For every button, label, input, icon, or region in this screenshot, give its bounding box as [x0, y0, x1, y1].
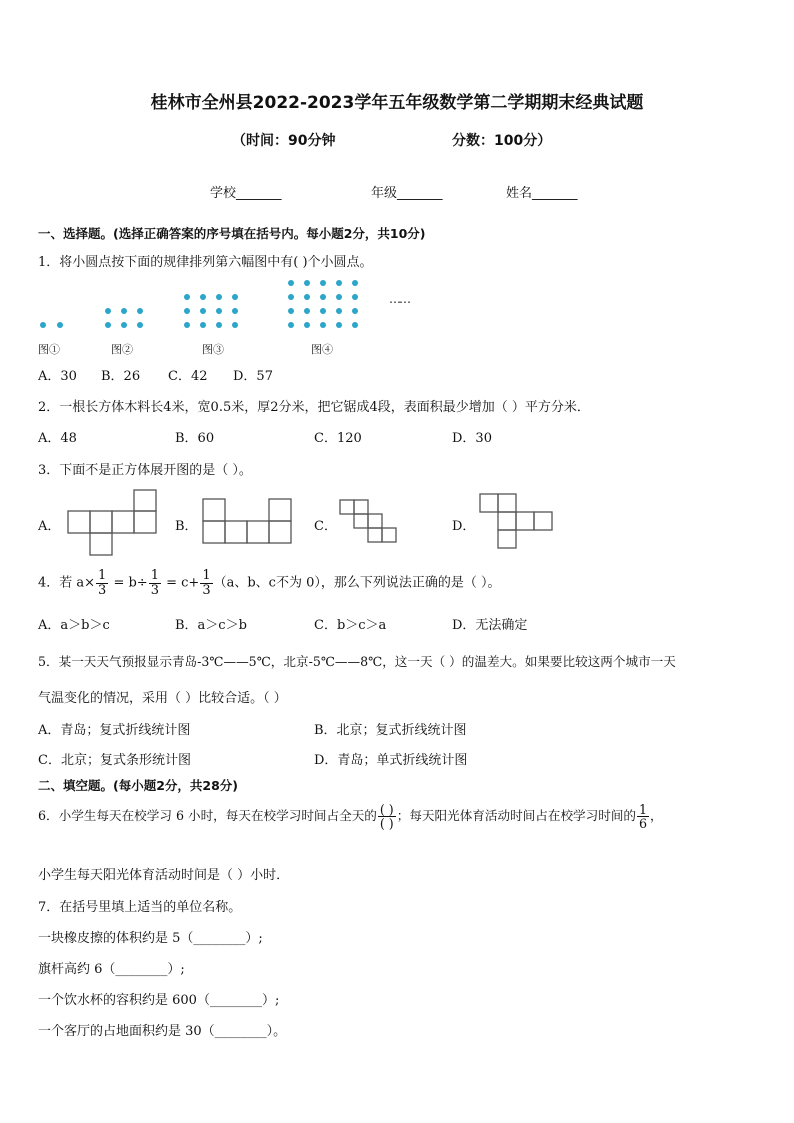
q3-text: 3．下面不是正方体展开图的是（ ）。 — [38, 463, 252, 478]
dot — [40, 322, 46, 328]
q4-frac2-num: 1 — [150, 568, 159, 583]
exam-score: 分数：100分） — [452, 133, 552, 149]
q5-option-a: A．青岛；复式折线统计图 — [38, 723, 191, 738]
dot — [336, 308, 342, 314]
dot — [200, 294, 206, 300]
q4-mid2: = c+ — [161, 575, 200, 591]
section1-heading: 一、选择题。(选择正确答案的序号填在括号内。每小题2分，共10分) — [38, 226, 426, 241]
net-b-figure — [202, 498, 294, 546]
dot — [184, 294, 190, 300]
dot — [232, 308, 238, 314]
q2-option-d: D．30 — [452, 431, 492, 446]
q3-option-b: B． — [175, 519, 198, 534]
dot — [336, 280, 342, 286]
q7-line-2: 旗杆高约 6（________）; — [38, 962, 185, 977]
q4-option-a: A．a＞b＞c — [38, 618, 110, 633]
dot — [320, 294, 326, 300]
dot — [336, 294, 342, 300]
dot — [352, 280, 358, 286]
dot — [336, 322, 342, 328]
dot — [304, 294, 310, 300]
q4-frac1-num: 1 — [98, 568, 107, 583]
dot — [121, 308, 127, 314]
q4-option-c: C．b＞c＞a — [314, 618, 387, 633]
q6-blank-fraction — [378, 803, 396, 830]
q1-text: 1．将小圆点按下面的规律排列第六幅图中有( )个小圆点。 — [38, 255, 373, 270]
q6-line1 — [38, 803, 663, 830]
dot — [320, 308, 326, 314]
q5-option-d: D．青岛；单式折线统计图 — [314, 753, 468, 768]
net-a-figure — [67, 489, 159, 557]
q2-text: 2．一根长方体木料长4米，宽0.5米，厚2分米，把它锯成4段，表面积最少增加（ ）平方分米． — [38, 400, 590, 415]
dot — [304, 308, 310, 314]
dot — [137, 308, 143, 314]
dot — [105, 308, 111, 314]
q1-option-c: C．42 — [168, 369, 208, 384]
dot — [184, 322, 190, 328]
dot — [232, 322, 238, 328]
dot — [288, 308, 294, 314]
q4-mid1: = b÷ — [109, 575, 148, 591]
grade-field: 年级_______ — [371, 186, 443, 201]
q7-line-3: 一个饮水杯的容积约是 600（________）; — [38, 993, 280, 1008]
name-field: 姓名_______ — [506, 186, 578, 201]
dot — [352, 308, 358, 314]
q6-blank-num: ( ) — [379, 802, 394, 817]
dot — [288, 294, 294, 300]
dot — [352, 294, 358, 300]
net-d-figure — [479, 493, 553, 551]
net-c-figure — [339, 499, 399, 545]
q6-part1: 6．小学生每天在校学习 6 小时，每天在校学习时间占全天的 — [38, 808, 377, 824]
dot — [216, 322, 222, 328]
q7-line-4: 一个客厅的占地面积约是 30（________）。 — [38, 1024, 287, 1039]
q7-line-1: 一块橡皮擦的体积约是 5（________）; — [38, 931, 263, 946]
q3-option-c: C． — [314, 519, 337, 534]
q5-option-c: C．北京；复式条形统计图 — [38, 753, 191, 768]
dot — [320, 322, 326, 328]
dot — [288, 322, 294, 328]
q6-line2: 小学生每天阳光体育活动时间是（ ）小时． — [38, 868, 290, 883]
q2-option-b: B．60 — [175, 431, 215, 446]
dot — [200, 308, 206, 314]
q1-caption-4: 图④ — [311, 343, 333, 356]
q4-prefix: 4．若 a× — [38, 575, 96, 591]
q4-equation — [38, 569, 501, 597]
q2-option-a: A．48 — [38, 431, 77, 446]
dot — [304, 322, 310, 328]
q3-option-d: D． — [452, 519, 476, 534]
dot — [105, 322, 111, 328]
school-field: 学校_______ — [210, 186, 282, 201]
dot — [216, 294, 222, 300]
q4-frac3-num: 1 — [202, 568, 211, 583]
q6-part3: ， — [650, 808, 663, 824]
q6-part2: ；每天阳光体育活动时间占在校学习时间的 — [396, 808, 637, 824]
q2-option-c: C．120 — [314, 431, 362, 446]
dot — [200, 322, 206, 328]
q5-line2: 气温变化的情况，采用（ ）比较合适。（ ） — [38, 691, 287, 706]
q6-blank-den: ( ) — [379, 816, 394, 832]
q1-option-d: D．57 — [233, 369, 273, 384]
dot — [137, 322, 143, 328]
q4-fraction-2 — [149, 569, 161, 597]
dot — [320, 280, 326, 286]
exam-time: （时间：90分钟 — [232, 133, 336, 149]
q6-frac-num: 1 — [639, 802, 648, 817]
q5-line1: 5．某一天天气预报显示青岛-3℃——5℃，北京-5℃——8℃，这一天（ ）的温差大。如果要比较这两个城市一天 — [38, 654, 676, 669]
q1-option-a: A．30 — [38, 369, 77, 384]
q1-option-b: B．26 — [101, 369, 141, 384]
dot — [288, 280, 294, 286]
q4-frac3-den: 3 — [202, 582, 211, 598]
dot — [57, 322, 63, 328]
q4-fraction-3 — [200, 569, 212, 597]
section2-heading: 二、填空题。(每小题2分，共28分) — [38, 778, 239, 793]
q4-option-d: D．无法确定 — [452, 618, 528, 633]
q1-caption-2: 图② — [111, 343, 133, 356]
q1-ellipsis: …… — [389, 292, 409, 306]
q4-frac1-den: 3 — [98, 582, 107, 598]
q3-option-a: A． — [38, 519, 61, 534]
q1-caption-1: 图① — [38, 343, 60, 356]
dot — [352, 322, 358, 328]
q4-fraction-1 — [96, 569, 108, 597]
dot — [121, 322, 127, 328]
dot — [304, 280, 310, 286]
q6-fraction — [637, 803, 649, 830]
page-title: 桂林市全州县2022-2023学年五年级数学第二学期期末经典试题 — [150, 93, 644, 113]
q1-caption-3: 图③ — [202, 343, 224, 356]
q6-frac-den: 6 — [639, 816, 648, 832]
q4-frac2-den: 3 — [150, 582, 159, 598]
q4-option-b: B．a＞c＞b — [175, 618, 247, 633]
q7-text: 7．在括号里填上适当的单位名称。 — [38, 900, 242, 915]
dot — [216, 308, 222, 314]
q5-option-b: B．北京；复式折线统计图 — [314, 723, 467, 738]
dot — [184, 308, 190, 314]
q4-suffix: （a、b、c不为 0），那么下列说法正确的是（ ）。 — [213, 575, 501, 591]
dot — [232, 294, 238, 300]
